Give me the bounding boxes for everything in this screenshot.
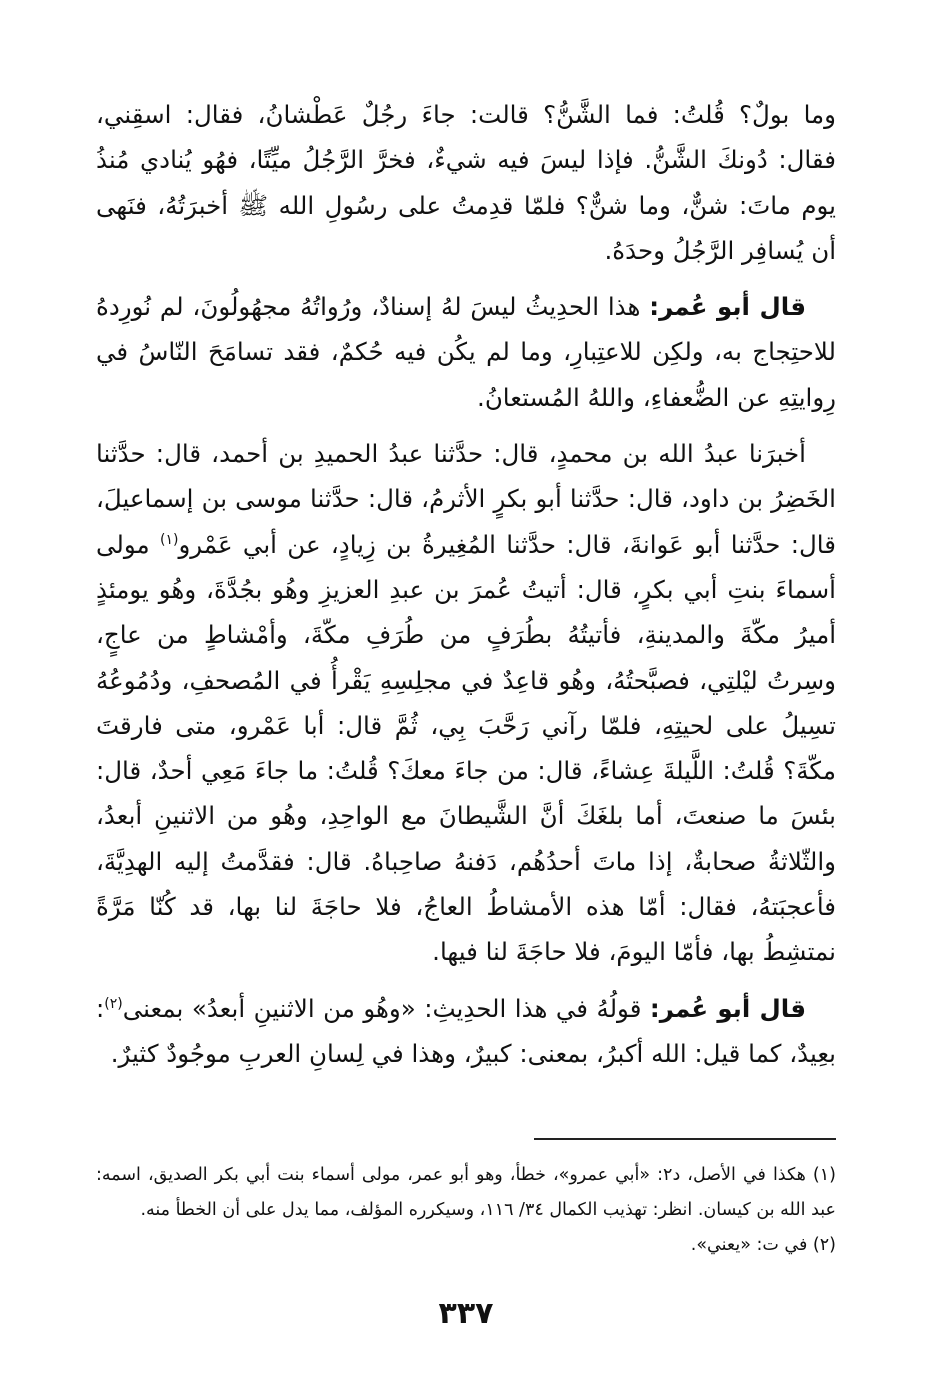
speaker-label: قال أبو عُمر: xyxy=(649,993,806,1023)
footnote-2: (٢) في ت: «يعني». xyxy=(690,1235,836,1255)
footnote-marker-1: (١) xyxy=(160,531,179,548)
footnote-marker-2: (٢) xyxy=(104,995,123,1012)
page-number: ٣٣٧ xyxy=(438,1296,494,1331)
paragraph-3-text-b: مولى أسماءَ بنتِ أبي بكرٍ، قال: أتيتُ عُمرَ بن عبدِ العزيزِ وهُو بجُدَّةَ، وهُو يومئذٍ أميرُ مكّةَ والمدينةِ، فأتيتُهُ بطُرَفٍ من طُرَفِ مكّةَ، وأمْشاطٍ من عاجٍ، وسِرتُ ليْلتِي، فصبَّحتُهُ، وهُو قاعِدٌ في مجلِسِهِ يَقْرأُ في المُصحفِ، ودُمُوعُهُ تسِيلُ على لحيتِهِ، فلمّا رآني رَحَّبَ بِي، ثُمَّ قال: أبا عَمْرو، متى فارقتَ مكّةَ؟ قُلتُ: اللَّيلةَ عِشاءً، قال: من جاءَ معكَ؟ قُلتُ: ما جاءَ مَعِي أحدٌ، قال: بئسَ ما صنعتَ، أما بلغَكَ أنَّ الشَّيطانَ مع الواحِدِ، وهُو من الاثنينِ أبعدُ، والثّلاثةُ صحابةٌ، إذا ماتَ أحدُهُم، دَفنهُ صاحِباهُ. قال: فقدَّمتُ إليه الهدِيَّةَ، فأعجبَتهُ، فقال: أمّا هذه الأمشاطُ العاجُ، فلا حاجَةَ لنا بها، قد كُنّا مَرَّةً نمتشِطُ بها، فأمّا اليومَ، فلا حاجَةَ لنا فيها. xyxy=(96,529,836,967)
paragraph-4-text-b: : بعِيدٌ، كما قيل: الله أكبرُ، بمعنى: كبيرٌ، وهذا في لِسانِ العربِ موجُودٌ كثيرٌ. xyxy=(96,993,836,1068)
paragraph-4-text-a: قولُهُ في هذا الحدِيثِ: «وهُو من الاثنينِ أبعدُ» بمعنى xyxy=(122,993,650,1023)
paragraph-4 xyxy=(96,986,836,1077)
main-text xyxy=(96,92,836,1087)
speaker-label: قال أبو عُمر: xyxy=(649,292,806,322)
footnote-1: (١) هكذا في الأصل، د٢: «أبي عمرو»، خطأ، وهو أبو عمر، مولى أسماء بنت أبي بكر الصديق، اسمه: عبد الله بن كيسان. انظر: تهذيب الكمال ٣٤/ ١١٦، وسيكرره المؤلف، مما يدل على أن الخطأ منه. xyxy=(96,1165,836,1220)
paragraph-3 xyxy=(96,431,836,975)
paragraph-2 xyxy=(96,284,836,420)
footnotes xyxy=(96,1158,836,1263)
paragraph-1 xyxy=(96,92,836,273)
paragraph-2-text: هذا الحدِيثُ ليسَ لهُ إسنادٌ، ورُواتُهُ مجهُولُونَ، لم نُورِدهُ للاحتِجاج به، ولكِن للاعتِبارِ، وما لم يكُن فيه حُكمٌ، فقد تسامَحَ النّاسُ في رِوايتِهِ عن الضُّعفاءِ، واللهُ المُستعانُ. xyxy=(96,292,836,412)
footnote-divider xyxy=(534,1138,836,1140)
paragraph-1-text: وما بولٌ؟ قُلتُ: فما الشَّنُّ؟ قالت: جاءَ رجُلٌ عَطْشانُ، فقال: اسقِني، فقال: دُونكَ الشَّنُّ. فإذا ليسَ فيه شيءٌ، فخرَّ الرَّجُلُ ميِّتًا، فهُو يُنادي مُنذُ يوم ماتَ: شنٌّ، وما شنٌّ؟ فلمّا قدِمتُ على رسُولِ الله ﷺ أخبرَتُهُ، فنَهى أن يُسافِر الرَّجُلُ وحدَهُ. xyxy=(96,100,836,265)
paragraph-3-text-a: أخبرَنا عبدُ الله بن محمدٍ، قال: حدَّثنا عبدُ الحميدِ بن أحمد، قال: حدَّثنا الخَضِرُ بن داود، قال: حدَّثنا أبو بكرٍ الأثرمُ، قال: حدَّثنا موسى بن إسماعيلَ، قال: حدَّثنا أبو عَوانةَ، قال: حدَّثنا المُغِيرةُ بن زِيادٍ، عن أبي عَمْرو xyxy=(96,439,836,559)
